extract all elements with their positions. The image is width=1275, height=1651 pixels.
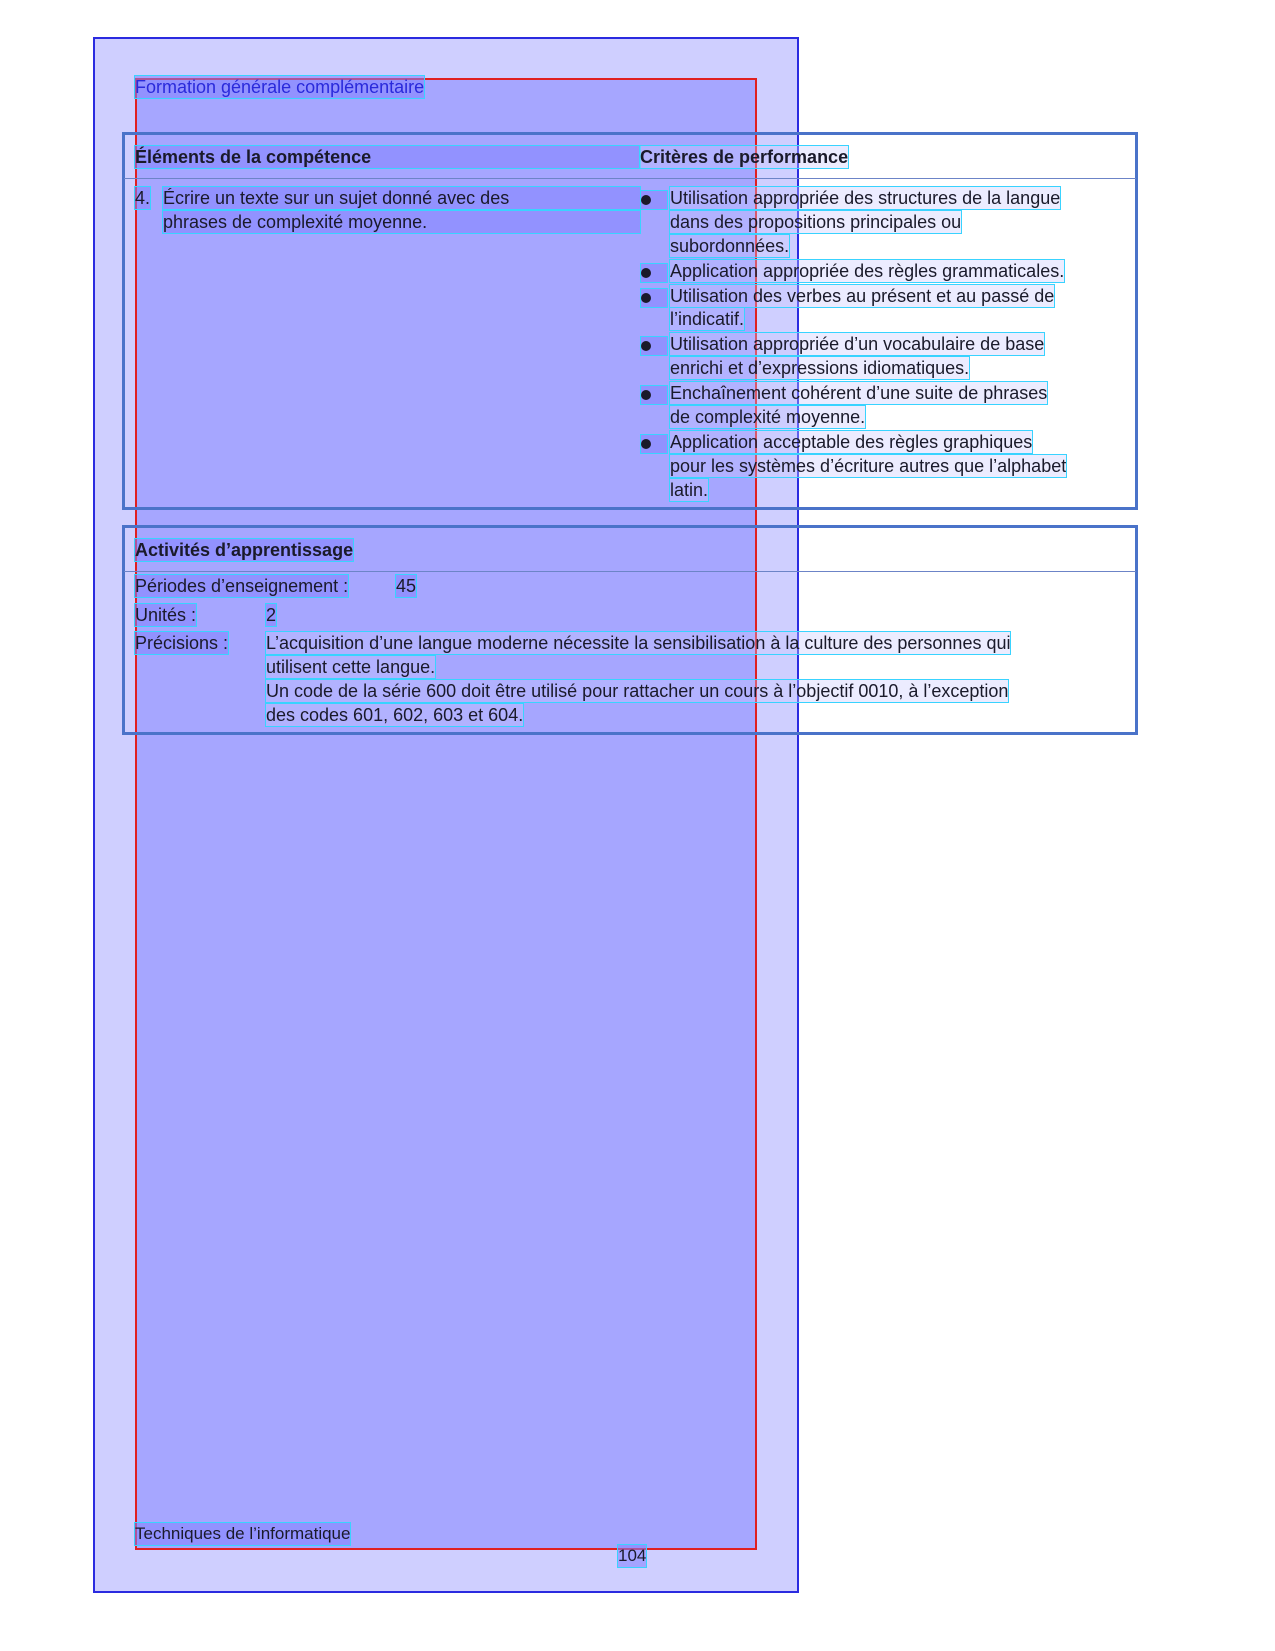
element-text-line: phrases de complexité moyenne.: [163, 211, 640, 233]
criterion-line: Enchaînement cohérent d’une suite de phrases: [670, 383, 1048, 403]
element-text-line: Écrire un texte sur un sujet donné avec des: [163, 187, 640, 209]
periods-label: Périodes d’enseignement :: [135, 576, 349, 596]
activities-header-divider: [124, 571, 1136, 572]
criterion-line: dans des propositions principales ou: [670, 212, 962, 232]
criterion-line: pour les systèmes d’écriture autres que l’alphabet: [670, 456, 1067, 476]
units-value: 2: [266, 605, 277, 625]
bullet-icon: [641, 390, 651, 400]
periods-value: 45: [396, 576, 417, 596]
bullet-icon: [641, 268, 651, 278]
precisions-line: des codes 601, 602, 603 et 604.: [266, 705, 524, 725]
criterion-line: latin.: [670, 480, 709, 500]
column-heading-criteria: Critères de performance: [640, 147, 849, 167]
page-header-title: Formation générale complémentaire: [135, 77, 425, 97]
criterion-line: de complexité moyenne.: [670, 407, 866, 427]
precisions-line: Un code de la série 600 doit être utilisé pour rattacher un cours à l’objectif 0010, à l’exception: [266, 681, 1009, 701]
footer-left: Techniques de l’informatique: [135, 1524, 351, 1543]
bullet-icon: [641, 439, 651, 449]
bullet-icon: [641, 293, 651, 303]
precisions-line: utilisent cette langue.: [266, 657, 436, 677]
bullet-icon: [641, 341, 651, 351]
element-number: 4.: [135, 188, 151, 208]
criterion-line: Utilisation appropriée des structures de la langue: [670, 188, 1061, 208]
criterion-line: l’indicatif.: [670, 309, 745, 329]
activities-heading: Activités d’apprentissage: [135, 540, 354, 560]
units-label: Unités :: [135, 605, 197, 625]
bullet-icon: [641, 195, 651, 205]
table-header-divider: [124, 178, 1136, 179]
criterion-line: Utilisation des verbes au présent et au passé de: [670, 286, 1055, 306]
criterion-line: Application acceptable des règles graphiques: [670, 432, 1033, 452]
criterion-line: enrichi et d’expressions idiomatiques.: [670, 358, 970, 378]
column-heading-elements: Éléments de la compétence: [135, 146, 640, 168]
page-number: 104: [618, 1546, 647, 1565]
precisions-label: Précisions :: [135, 633, 229, 653]
criterion-line: subordonnées.: [670, 236, 790, 256]
precisions-line: L’acquisition d’une langue moderne nécessite la sensibilisation à la culture des personnes qui: [266, 633, 1011, 653]
criterion-line: Application appropriée des règles grammaticales.: [670, 261, 1065, 281]
criterion-line: Utilisation appropriée d’un vocabulaire de base: [670, 334, 1045, 354]
